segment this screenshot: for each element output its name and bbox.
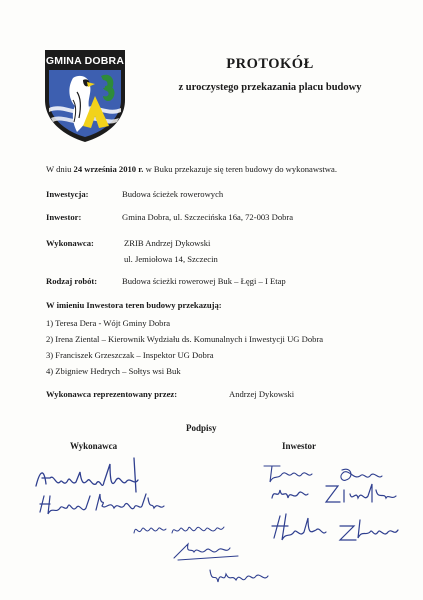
signature-scribble <box>168 536 248 564</box>
document-subtitle: z uroczystego przekazania placu budowy <box>178 82 362 93</box>
intro-date-suffix: 2010 r. <box>118 164 144 174</box>
signatures-left-heading: Wykonawca <box>70 441 118 451</box>
field-value-inwestycja: Budowa ścieżek rowerowych <box>122 189 224 199</box>
contractor-rep-label: Wykonawca reprezentowany przez: <box>46 389 178 399</box>
signature-wolpowa <box>206 562 276 592</box>
field-label-inwestycja: Inwestycja: <box>46 189 89 199</box>
field-label-wykonawca: Wykonawca: <box>46 238 94 248</box>
field-value-inwestor: Gmina Dobra, ul. Szczecińska 16a, 72-003 Dobra <box>122 212 294 222</box>
contractor-rep-value: Andrzej Dykowski <box>229 389 295 399</box>
intro-line <box>46 164 337 175</box>
intro-date: 24 września <box>73 164 117 174</box>
field-value-wykonawca-line1: ZRIB Andrzej Dykowski <box>124 238 211 248</box>
field-label-inwestor: Inwestor: <box>46 212 82 222</box>
intro-prefix: W dniu <box>46 164 72 174</box>
signature-irena-ziental <box>266 476 406 510</box>
gmina-dobra-crest <box>43 48 127 144</box>
handover-person-3: 3) Franciszek Grzeszczak – Inspektor UG Dobra <box>46 350 214 360</box>
handover-person-2: 2) Irena Ziental – Kierownik Wydziału ds. Komunalnych i Inwestycji UG Dobra <box>46 334 324 344</box>
handover-heading: W imieniu Inwestora teren budowy przekazują: <box>46 300 222 310</box>
intro-rest: w Buku przekazuje się teren budowy do wykonawstwa. <box>145 164 337 174</box>
crest-label: GMINA DOBRA <box>45 55 125 67</box>
signatures-right-heading: Inwestor <box>282 441 316 451</box>
field-label-rodzaj-robot: Rodzaj robót: <box>46 276 98 286</box>
handover-person-4: 4) Zbigniew Hedrych – Sołtys wsi Buk <box>46 366 181 376</box>
document-title: PROTOKÓŁ <box>226 56 314 72</box>
handover-person-1: 1) Teresa Dera - Wójt Gminy Dobra <box>46 318 171 328</box>
signature-hedrych-zbigniew <box>266 508 406 552</box>
field-value-rodzaj-robot: Budowa ścieżki rowerowej Buk – Łęgi – I Etap <box>122 276 286 286</box>
signatures-heading: Podpisy <box>186 423 217 433</box>
field-value-wykonawca-line2: ul. Jemiołowa 14, Szczecin <box>124 254 218 264</box>
